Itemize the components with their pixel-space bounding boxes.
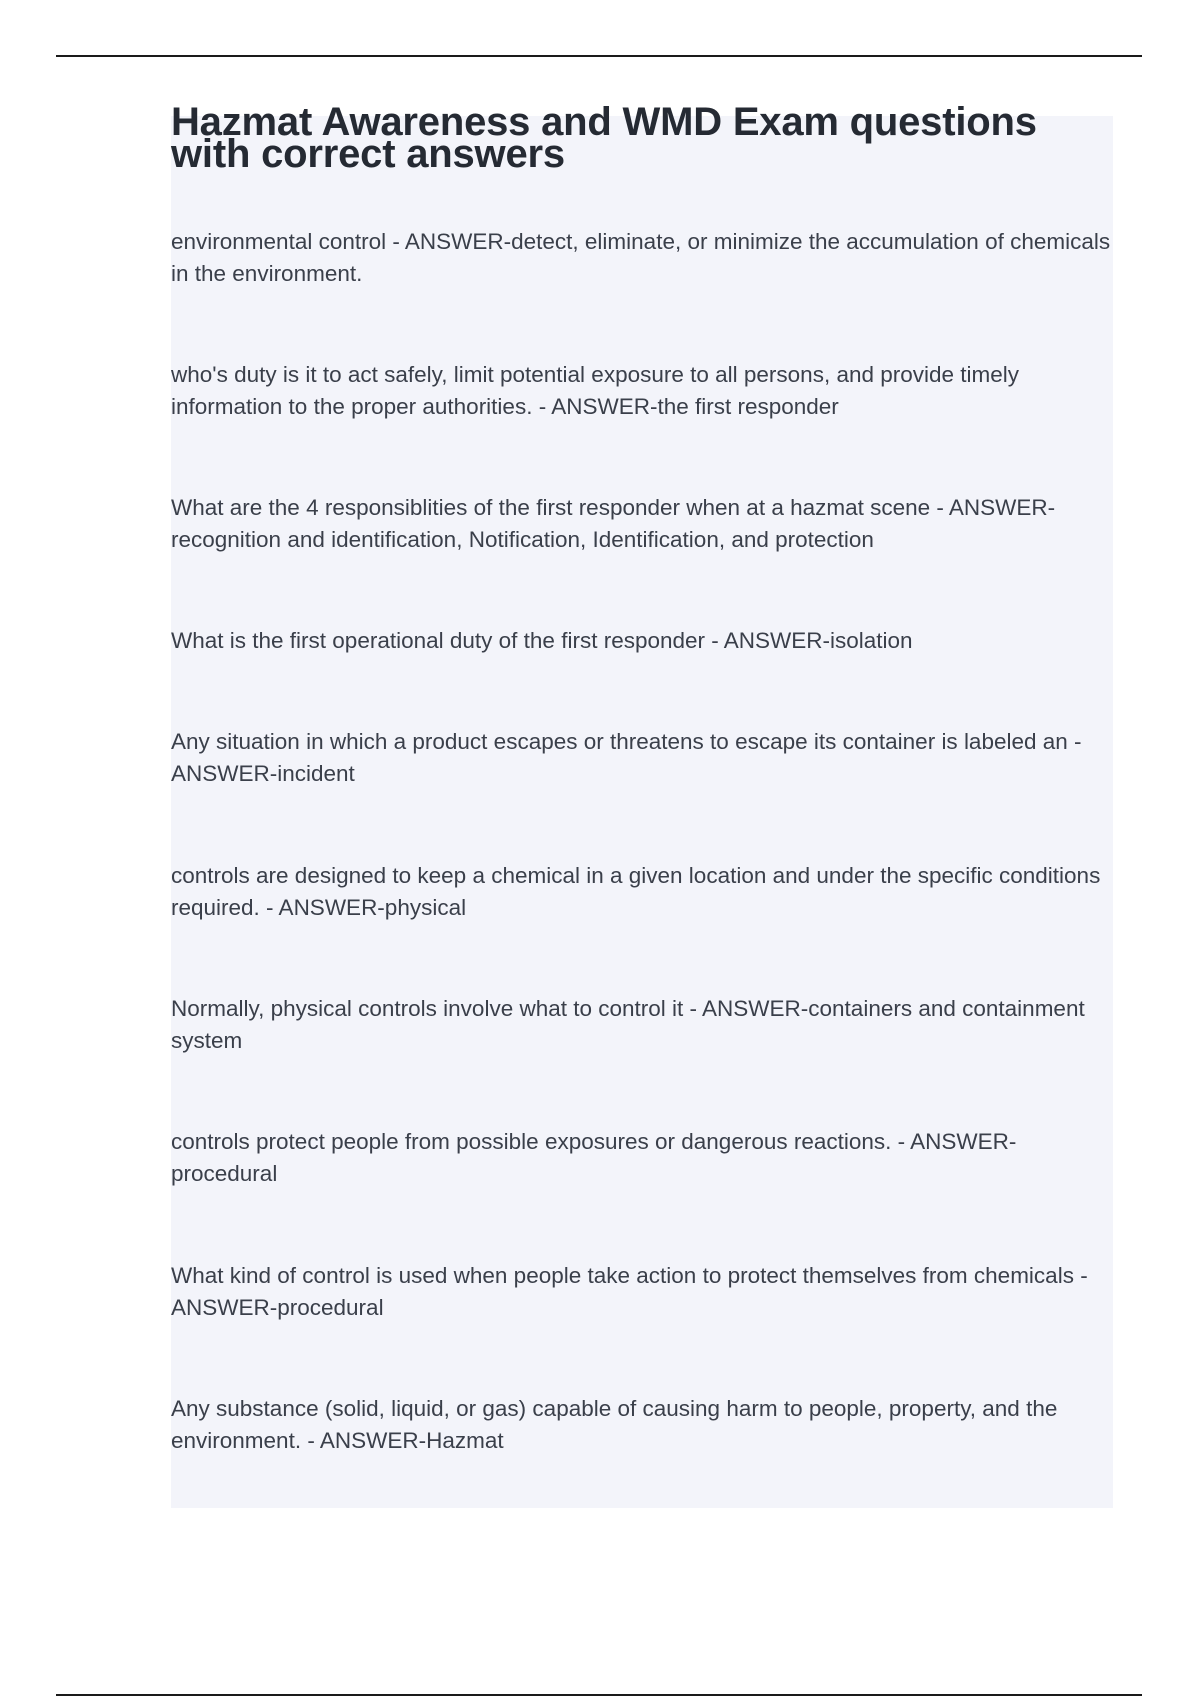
qa-item: Normally, physical controls involve what to control it - ANSWER-containers and containment system [171, 996, 1085, 1053]
bottom-rule [56, 1694, 1142, 1696]
document-body [171, 100, 1113, 1453]
qa-item: What are the 4 responsiblities of the first responder when at a hazmat scene - ANSWER-recognition and identification, Notification, Identification, and protection [171, 495, 1056, 552]
qa-item: What kind of control is used when people take action to protect themselves from chemicals - ANSWER-procedural [171, 1263, 1088, 1320]
document-title: Hazmat Awareness and WMD Exam questions with correct answers [171, 100, 1037, 176]
qa-item: controls are designed to keep a chemical in a given location and under the specific conditions required. - ANSWER-physical [171, 863, 1101, 920]
qa-item: What is the first operational duty of the first responder - ANSWER-isolation [171, 628, 913, 653]
qa-item: who's duty is it to act safely, limit potential exposure to all persons, and provide timely information to the proper authorities. - ANSWER-the first responder [171, 362, 1020, 419]
qa-item: controls protect people from possible exposures or dangerous reactions. - ANSWER-procedural [171, 1129, 1017, 1186]
qa-item: Any situation in which a product escapes or threatens to escape its container is labeled an - ANSWER-incident [171, 729, 1082, 786]
qa-item: environmental control - ANSWER-detect, eliminate, or minimize the accumulation of chemicals in the environment. [171, 229, 1111, 286]
top-rule [56, 55, 1142, 57]
qa-item: Any substance (solid, liquid, or gas) capable of causing harm to people, property, and the environment. - ANSWER-Hazmat [171, 1396, 1058, 1453]
